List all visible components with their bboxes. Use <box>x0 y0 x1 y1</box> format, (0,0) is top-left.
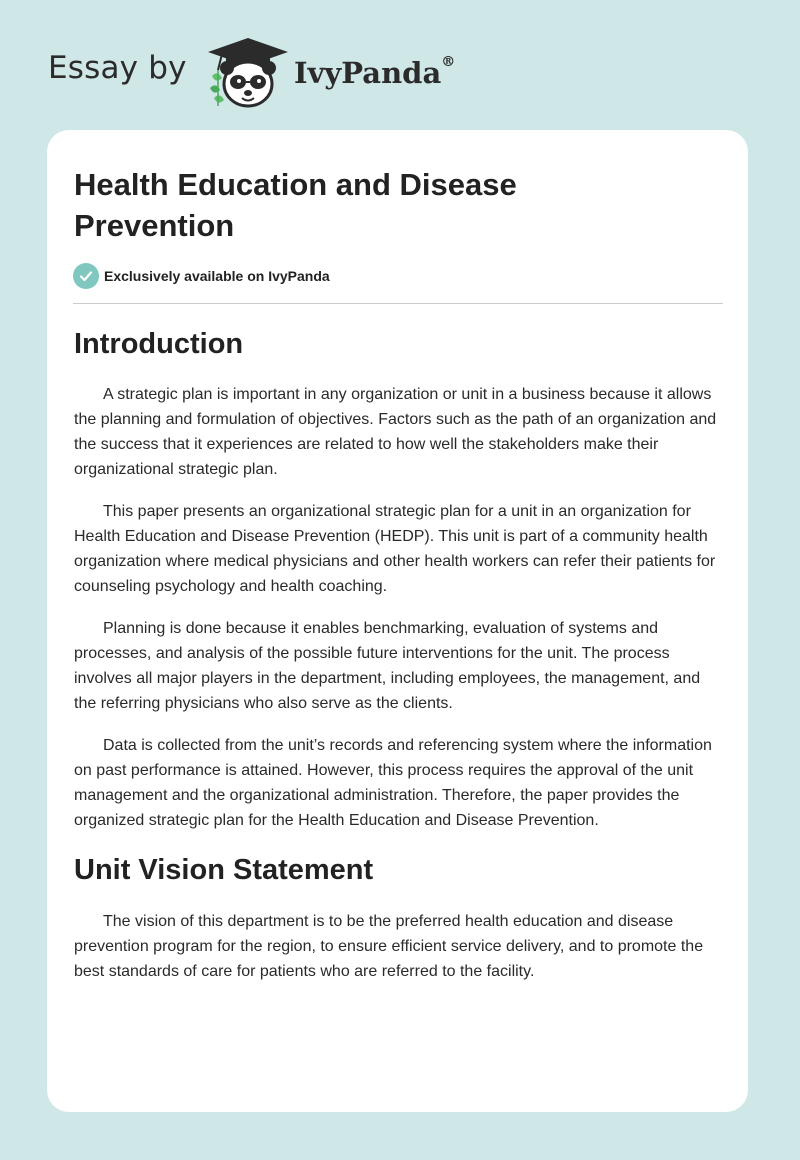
essay-card <box>47 130 748 1112</box>
divider <box>73 303 723 304</box>
site-header <box>48 36 548 110</box>
registered-mark: ® <box>441 54 456 70</box>
paragraph: Data is collected from the unit’s records and referencing system where the information on past performance is attained. However, this process requires the approval of the unit management and the organizational administration. Therefore, the paper provides the organized strategic plan for the Health Education and Disease Prevention. <box>74 737 712 829</box>
brand-text: IvyPanda <box>294 56 442 90</box>
paragraph: The vision of this department is to be the preferred health education and disease prevention program for the region, to ensure efficient service delivery, and to promote the best standards of care for patients who are referred to the facility. <box>74 913 704 980</box>
exclusive-badge <box>73 263 330 289</box>
paragraph: A strategic plan is important in any organization or unit in a business because it allows the planning and formulation of objectives. Factors such as the path of an organization and the success that it experiences are related to how well the stakeholders make their organizational strategic plan. <box>74 386 717 478</box>
paragraph: This paper presents an organizational strategic plan for a unit in an organization for Health Education and Disease Prevention (HEDP). This unit is part of a community health organization where medical physicians and other health workers can refer their patients for counseling psychology and health coaching. <box>74 503 716 595</box>
exclusive-label: Exclusively available on IvyPanda <box>104 268 330 284</box>
section-heading-introduction: Introduction <box>74 328 244 360</box>
essay-by-label: Essay by <box>48 50 187 86</box>
essay-title: Health Education and Disease Prevention <box>74 167 517 243</box>
brand-name[interactable] <box>294 56 455 90</box>
section-heading-unit-vision: Unit Vision Statement <box>74 854 374 886</box>
essay-body <box>74 324 724 1001</box>
panda-graduate-icon[interactable] <box>202 36 294 110</box>
paragraph: Planning is done because it enables benchmarking, evaluation of systems and processes, and analysis of the possible future interventions for the unit. The process involves all major players in the department, including employees, the management, and the referring physicians who also serve as the clients. <box>74 620 701 712</box>
check-icon <box>73 263 99 289</box>
